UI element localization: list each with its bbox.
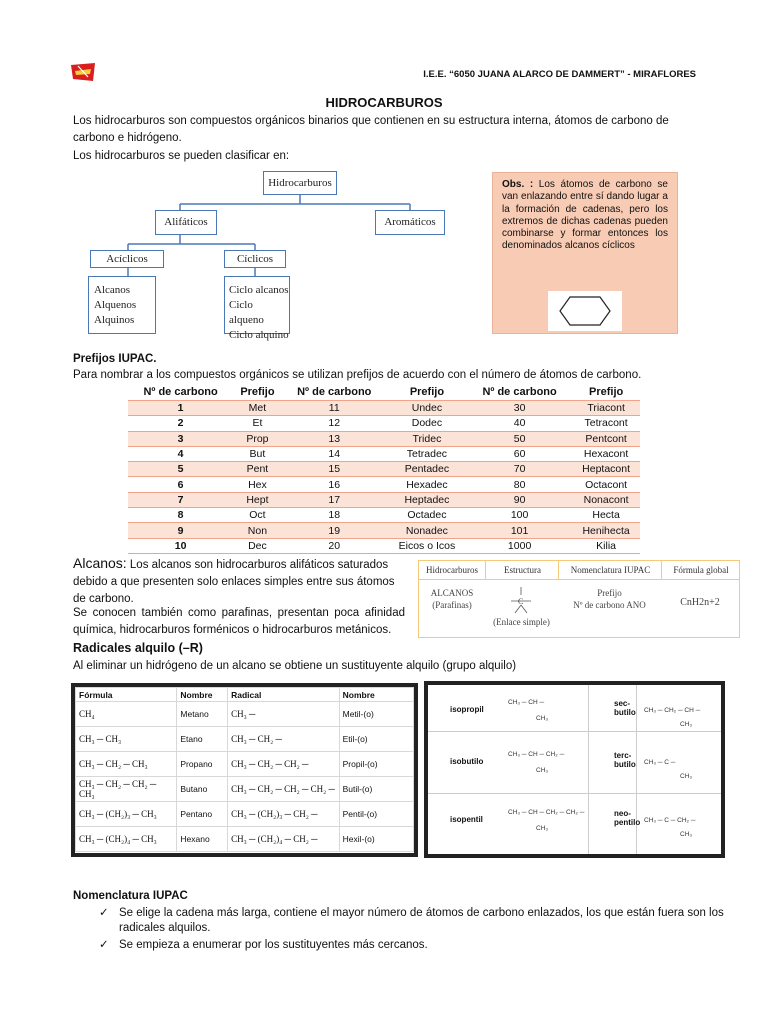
table-cell: Pentil-(o): [339, 802, 413, 827]
table-cell: Octadec: [387, 508, 467, 523]
radical-name: isobutilo: [450, 757, 484, 766]
table-cell: 2: [128, 416, 233, 431]
check-icon: ✓: [99, 939, 109, 951]
table-cell: 19: [282, 523, 387, 538]
table-cell: Nonadec: [387, 523, 467, 538]
radical-name: sec-butilo: [614, 699, 636, 717]
table-cell: 7: [128, 492, 233, 507]
radical-structure: CH₃ ─ CH₂ ─ CH ─: [644, 707, 701, 714]
table-cell: 10: [128, 538, 233, 553]
intro-paragraph: Los hidrocarburos son compuestos orgánicos binarios que contienen en su estructura interna, átomos de carbono de carbono e hidrógeno.: [73, 115, 669, 144]
list-item: Ciclo alquino: [229, 329, 289, 341]
table-cell: 100: [467, 508, 572, 523]
radicals-header-row: [76, 688, 414, 702]
table-cell: Undec: [387, 401, 467, 416]
table-row: [76, 752, 414, 777]
radical-structure: CH₃ ─ CH ─ CH₂ ─: [508, 751, 565, 758]
list-item: [99, 906, 729, 936]
column-header: Nº de carbono: [297, 385, 372, 398]
table-row: [128, 431, 640, 446]
column-header: Radical: [228, 688, 340, 702]
table-cell: Propano: [177, 752, 228, 777]
radicales-heading: Radicales alquilo (–R): [73, 641, 203, 655]
table-cell: CH₃ ─ CH₂ ─: [228, 727, 340, 752]
table-cell: CH₃ ─ (CH₂)₃ ─ CH₃: [76, 802, 177, 827]
table-cell: 70: [467, 462, 572, 477]
radical-structure: CH₃ ─ CH ─: [508, 699, 545, 706]
list-item: Alquinos: [94, 314, 135, 326]
column-header: Prefijo: [409, 385, 445, 398]
list-item: Ciclo alcanos: [229, 284, 289, 296]
table-cell: 17: [282, 492, 387, 507]
table-cell: 90: [467, 492, 572, 507]
observation-text: [502, 179, 668, 253]
table-row: [128, 446, 640, 461]
radical-substituent: CH₃: [680, 831, 693, 838]
column-header: Nombre: [177, 688, 228, 702]
radicals-table: [71, 683, 418, 857]
structure-cell: [485, 583, 558, 627]
table-cell: CH₃ ─ CH₂ ─ CH₃: [76, 752, 177, 777]
table-cell: 15: [282, 462, 387, 477]
list-item-text: Se elige la cadena más larga, contiene el mayor número de átomos de carbono enlazados, los que están fuera son los radicales alquilos.: [119, 907, 724, 934]
table-cell: Butil-(o): [339, 777, 413, 802]
alcanos-heading: Alcanos:: [73, 555, 127, 571]
observation-box: [492, 172, 678, 334]
table-cell: Pentcont: [572, 431, 640, 446]
prefix-table: [128, 383, 640, 554]
table-row: [128, 416, 640, 431]
column-header: Nº de carbono: [482, 385, 557, 398]
table-cell: CH₃ ─ CH₂ ─ CH₂ ─ CH₂ ─: [228, 777, 340, 802]
prefix-table-body: [128, 401, 640, 554]
list-item: Alquenos: [94, 299, 137, 311]
prefix-table-header: [128, 383, 640, 401]
table-cell: Etil-(o): [339, 727, 413, 752]
table-cell: Pentadec: [387, 462, 467, 477]
branched-radicals-table: [424, 681, 725, 858]
radical-substituent: CH₃: [536, 767, 549, 774]
tree-aciclicos: Acíclicos: [90, 250, 164, 268]
tetrahedral-carbon-icon: [485, 583, 558, 619]
table-cell: CH₃ ─ (CH₂)₄ ─ CH₃: [76, 827, 177, 852]
table-cell: Hexil-(o): [339, 827, 413, 852]
column-header: Hidrocarburos: [419, 561, 485, 580]
table-cell: Propil-(o): [339, 752, 413, 777]
table-row: [128, 462, 640, 477]
table-cell: 5: [128, 462, 233, 477]
observation-label: Obs. :: [502, 179, 534, 190]
alcanos-paragraph: [73, 555, 405, 608]
table-cell: Tridec: [387, 431, 467, 446]
table-row: [128, 401, 640, 416]
table-cell: 3: [128, 431, 233, 446]
cell-text: ALCANOS: [430, 588, 474, 598]
column-header: Fórmula global: [661, 561, 740, 580]
table-cell: Butano: [177, 777, 228, 802]
table-cell: Met: [233, 401, 281, 416]
radicals-table-body: [76, 702, 414, 852]
table-cell: Non: [233, 523, 281, 538]
formula-cell: CnH2n+2: [680, 597, 720, 608]
tree-aciclicos-list: [88, 276, 156, 334]
table-cell: 13: [282, 431, 387, 446]
table-cell: 9: [128, 523, 233, 538]
cell-text: Prefijo: [597, 588, 622, 598]
tree-alifaticos: Alifáticos: [155, 210, 217, 235]
table-cell: Hexano: [177, 827, 228, 852]
list-item: [99, 938, 729, 953]
radical-name: isopropil: [450, 705, 484, 714]
table-cell: But: [233, 446, 281, 461]
table-cell: Henihecta: [572, 523, 640, 538]
nomenclatura-heading: Nomenclatura IUPAC: [73, 890, 188, 902]
column-header: Nº de carbono: [143, 385, 218, 398]
radical-name: neo-pentilo: [614, 809, 641, 827]
radical-substituent: CH₃: [536, 825, 549, 832]
cell-text: (Parafinas): [432, 600, 472, 610]
table-cell: Hexacont: [572, 446, 640, 461]
table-cell: Pent: [233, 462, 281, 477]
table-cell: Et: [233, 416, 281, 431]
cell-text: Nº de carbono ANO: [573, 600, 646, 610]
tree-root-hidrocarburos: Hidrocarburos: [263, 171, 337, 195]
table-cell: 16: [282, 477, 387, 492]
table-row: [76, 777, 414, 802]
page-title: HIDROCARBUROS: [325, 95, 443, 110]
svg-text:C: C: [518, 597, 524, 606]
column-header: Estructura: [485, 561, 559, 580]
list-item: Ciclo alqueno: [229, 299, 264, 326]
table-cell: CH₃ ─ (CH₂)₃ ─ CH₂ ─: [228, 802, 340, 827]
table-cell: Tetradec: [387, 446, 467, 461]
table-row: [128, 477, 640, 492]
table-row: [128, 492, 640, 507]
tree-aromaticos: Aromáticos: [375, 210, 445, 235]
radical-structure: CH₃ ─ C ─: [644, 759, 676, 766]
table-cell: 1000: [467, 538, 572, 553]
alcanos-cell: [419, 587, 485, 611]
table-cell: Dodec: [387, 416, 467, 431]
cell-text: (Enlace simple): [493, 617, 550, 627]
table-cell: Dec: [233, 538, 281, 553]
radical-substituent: CH₃: [680, 721, 693, 728]
hydrocarbon-tree-diagram: [70, 168, 480, 340]
check-icon: ✓: [99, 907, 109, 919]
table-cell: Prop: [233, 431, 281, 446]
prefijos-heading: Prefijos IUPAC.: [73, 353, 157, 365]
column-header: Prefijo: [240, 385, 275, 398]
table-cell: 12: [282, 416, 387, 431]
table-cell: Eicos o Icos: [387, 538, 467, 553]
table-cell: 60: [467, 446, 572, 461]
table-cell: CH₃ ─ (CH₂)₄ ─ CH₂ ─: [228, 827, 340, 852]
radicales-text: Al eliminar un hidrógeno de un alcano se obtiene un sustituyente alquilo (grupo alquilo): [73, 660, 517, 672]
table-cell: 8: [128, 508, 233, 523]
nomenclatura-list: [99, 906, 729, 953]
school-logo-icon: [70, 62, 96, 82]
table-cell: 4: [128, 446, 233, 461]
table-row: [128, 523, 640, 538]
column-header: Nomenclatura IUPAC: [558, 561, 662, 580]
table-cell: Metil-(o): [339, 702, 413, 727]
table-cell: Kilia: [572, 538, 640, 553]
hexagon-image: [548, 291, 622, 331]
table-row: [76, 827, 414, 852]
alcanos-text-2: Se conocen también como parafinas, presentan poca afinidad química, hidrocarburos forménicos o hidrocarburos metánicos.: [73, 607, 405, 636]
table-cell: 80: [467, 477, 572, 492]
classification-intro: Los hidrocarburos se pueden clasificar en:: [73, 150, 290, 162]
list-item: Alcanos: [94, 284, 131, 296]
table-cell: Tetracont: [572, 416, 640, 431]
table-row: [128, 508, 640, 523]
table-cell: 30: [467, 401, 572, 416]
table-cell: CH₃ ─ CH₂ ─ CH₂ ─ CH₃: [76, 777, 177, 802]
table-cell: 101: [467, 523, 572, 538]
table-row: [128, 538, 640, 553]
list-item-text: Se empieza a enumerar por los sustituyentes más cercanos.: [119, 939, 428, 951]
table-cell: Pentano: [177, 802, 228, 827]
table-cell: Heptacont: [572, 462, 640, 477]
prefijos-intro: Para nombrar a los compuestos orgánicos se utilizan prefijos de acuerdo con el número de átomos de carbono.: [73, 369, 642, 381]
column-header: Fórmula: [76, 688, 177, 702]
radical-substituent: CH₃: [680, 773, 693, 780]
table-cell: 11: [282, 401, 387, 416]
column-header: Nombre: [339, 688, 413, 702]
table-row: [76, 802, 414, 827]
table-cell: 18: [282, 508, 387, 523]
radical-name: terc-butilo: [614, 751, 636, 769]
table-cell: Hexadec: [387, 477, 467, 492]
table-cell: Hex: [233, 477, 281, 492]
table-cell: 20: [282, 538, 387, 553]
radical-substituent: CH₃: [536, 715, 549, 722]
table-cell: Triacont: [572, 401, 640, 416]
radical-name: isopentil: [450, 815, 483, 824]
tree-ciclicos-list: [224, 276, 290, 341]
table-cell: Heptadec: [387, 492, 467, 507]
table-cell: CH₃ ─ CH₂ ─ CH₂ ─: [228, 752, 340, 777]
table-cell: CH₃ ─ CH₃: [76, 727, 177, 752]
table-cell: Nonacont: [572, 492, 640, 507]
radical-structure: CH₃ ─ C ─ CH₂ ─: [644, 817, 696, 824]
hexagon-icon: [548, 291, 622, 331]
radical-structure: CH₃ ─ CH ─ CH₂ ─ CH₂ ─: [508, 809, 585, 816]
table-cell: Oct: [233, 508, 281, 523]
table-cell: Hecta: [572, 508, 640, 523]
table-row: [76, 702, 414, 727]
table-cell: 40: [467, 416, 572, 431]
table-cell: 1: [128, 401, 233, 416]
table-cell: Etano: [177, 727, 228, 752]
tree-ciclicos: Cíclicos: [224, 250, 286, 268]
table-cell: CH₄: [76, 702, 177, 727]
table-cell: 50: [467, 431, 572, 446]
table-cell: Metano: [177, 702, 228, 727]
school-name: I.E.E. “6050 JUANA ALARCO DE DAMMERT” - MIRAFLORES: [423, 69, 696, 80]
observation-body: Los átomos de carbono se van enlazando entre sí dando lugar a la formación de cadenas, pero los extremos de dichas cadenas pueden combinarse y formar entonces los denominados alcanos cíclicos: [502, 179, 668, 252]
alcanos-text-1: Los alcanos son hidrocarburos alifáticos saturados debido a que presenten solo enlaces simples entre sus átomos de carbono.: [73, 559, 395, 605]
column-header: Prefijo: [588, 385, 624, 398]
table-cell: Hept: [233, 492, 281, 507]
nomenclature-cell: [558, 587, 661, 611]
table-cell: 6: [128, 477, 233, 492]
table-row: [76, 727, 414, 752]
table-cell: Octacont: [572, 477, 640, 492]
table-cell: CH₃ ─: [228, 702, 340, 727]
table-cell: 14: [282, 446, 387, 461]
alcanos-summary-table: [418, 560, 740, 638]
